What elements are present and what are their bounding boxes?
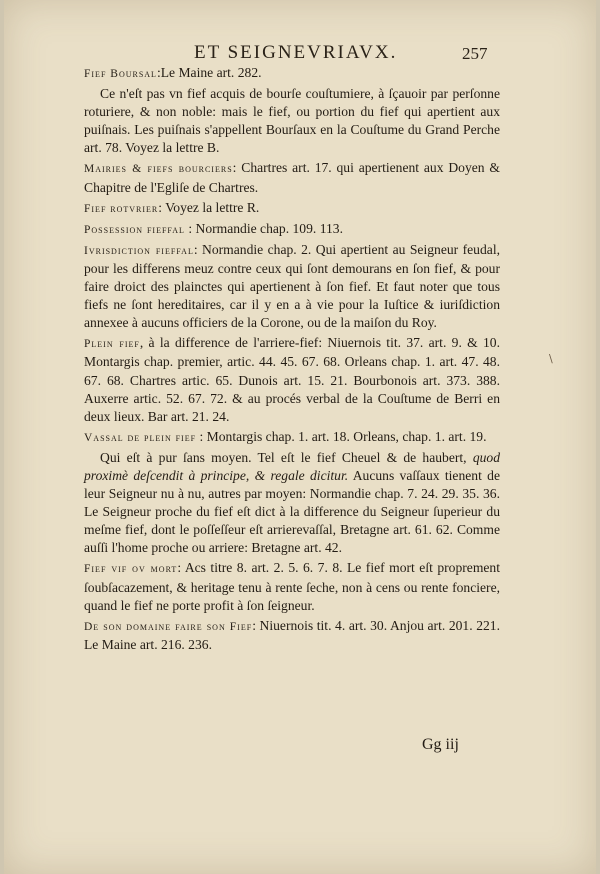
entry-text: :Le Maine art. 282. — [156, 65, 262, 80]
entry-head: Mairies & fiefs bourciers — [84, 163, 233, 176]
entry — [84, 64, 500, 83]
entry-head: Fief rotvrier — [84, 202, 159, 215]
entry — [84, 617, 500, 654]
entry-head: Fief Boursal — [84, 68, 157, 80]
entry — [84, 449, 500, 558]
entry-head: Fief vif ov mort — [84, 563, 178, 576]
entry-text: Qui eſt à pur ſans moyen. Tel eſt le fief Cheuel & de haubert, — [100, 449, 473, 465]
entry-text: Ce n'eſt pas vn fief acquis de bourſe couſtumiere, à ſçauoir par perſonne roturiere, & non noble: mais le fief, ou portion du fief qui apertient aux puiſnais. Les puiſnais s'appellent Bourſaux en la Couſtume du Grand Perche art. 78. Voyez la lettre B. — [84, 86, 500, 156]
signature-mark: Gg iij — [422, 736, 459, 753]
entry-head: Ivrisdiction fieffal — [84, 244, 194, 257]
entry — [84, 220, 500, 239]
entry — [84, 334, 500, 425]
margin-mark: \ — [549, 352, 553, 365]
entry — [84, 428, 500, 447]
entry — [84, 559, 500, 614]
entry — [84, 159, 500, 196]
page-header — [4, 42, 596, 66]
entry-text: : Niuernois tit. 4. art. 30. Anjou art. 201. 221. Le Maine art. 216. 236. — [84, 617, 500, 652]
running-title: ET SEIGNEVRIAVX. — [194, 42, 398, 63]
entry-latin-quote: quod proximè deſcendit à principe, & regale dicitur. — [84, 449, 500, 483]
page-number: 257 — [462, 44, 488, 63]
entry-head: De son domaine faire son Fief — [84, 620, 253, 633]
entry — [84, 241, 500, 332]
entry-text: : Acs titre 8. art. 2. 5. 6. 7. 8. Le fief mort eſt proprement ſoubſacazement, & heritage tenu à rente ſeche, non à cens ou rente fonciere, quand le fief ne porte profit à ſon ſeigneur. — [84, 560, 500, 613]
entry-text: : Normandie chap. 109. 113. — [184, 220, 343, 236]
entry-head: Possession fieffal — [84, 223, 185, 236]
entry-text: : Voyez la lettre R. — [158, 199, 260, 215]
entry-head: Plein fief — [84, 338, 140, 351]
entry-text: : Montargis chap. 1. art. 18. Orleans, chap. 1. art. 19. — [196, 428, 487, 444]
entry — [84, 199, 500, 218]
entry-text-tail: Aucuns vaſſaux tienent de leur Seigneur nu à nu, autres par moyen: Normandie chap. 7. 24. 29. 35. 36. Le Seigneur proche du fief eſt dict à la difference du Seigneur ſuperieur du meſme fief, dont le poſſeſſeur eſt arrierevaſſal, Bretagne art. 61. 62. Comme auſſi l'home proche ou arriere: Bretagne art. 42. — [84, 467, 501, 556]
book-page — [4, 0, 596, 874]
entry — [84, 85, 500, 157]
entry-text: , à la difference de l'arriere-fief: Niuernois tit. 37. art. 9. & 10. Montargis chap. premier, artic. 44. 45. 67. 68. Orleans chap. 1. art. 47. 48. 67. 68. Chartres artic. 65. Dunois art. 15. 21. Bourbonois art. 373. 388. Auxerre artic. 52. 67. 72. & au procés verbal de la Couſtume de Berri en deux lieux. Bar art. 21. 24. — [84, 335, 501, 424]
entry-text: : Chartres art. 17. qui apertienent aux Doyen & Chapitre de l'Egliſe de Chartres. — [84, 160, 500, 195]
entry-head: Vassal de plein fief — [84, 431, 197, 444]
entry-text: : Normandie chap. 2. Qui apertient au Seigneur feudal, pour les differens meuz contre ceux qui ſont demourans en ſon fief, & pour faire droict des plainctes qui apertienent à ſon fief. Et faut noter que tous fiefs ne ſont hereditaires, car il y en a à vie pour la Iuſtice & iuriſdiction annexee à aucuns officiers de la Corone, ou de la maiſon du Roy. — [84, 241, 500, 331]
page-body — [84, 64, 500, 656]
